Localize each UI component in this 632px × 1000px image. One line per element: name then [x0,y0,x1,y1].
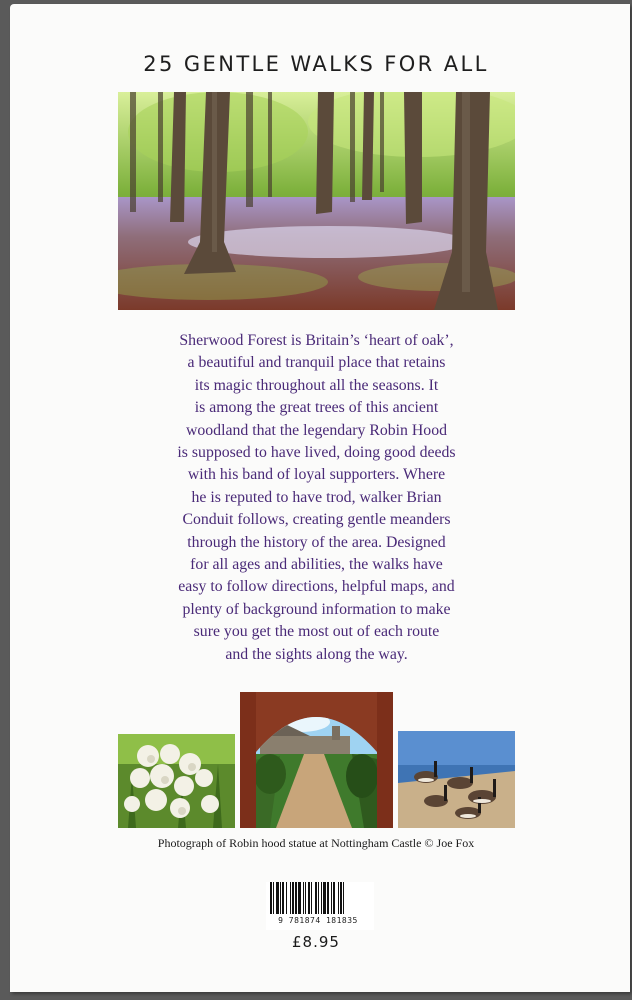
blurb-line: and the sights along the way. [225,645,408,663]
blurb-line: through the history of the area. Designed [187,533,446,551]
garden-archway-photo [240,692,393,828]
blurb-text [118,330,515,666]
flowers-photo [118,734,235,828]
blurb-line: woodland that the legendary Robin Hood [185,421,448,439]
blurb-line: Sherwood Forest is Britain’s ‘heart of oak’, [179,332,454,349]
blurb-line: is among the great trees of this ancient [194,399,439,417]
geese-photo [398,731,515,828]
blurb-line: Conduit follows, creating gentle meanders [182,511,451,529]
isbn-number: 9 781874 181835 [278,916,358,925]
blurb-line: plenty of background information to make [182,600,451,618]
series-title: 25 GENTLE WALKS FOR ALL [143,52,489,76]
price: £8.95 [292,933,340,951]
forest-photo [118,92,515,310]
blurb-line: sure you get the most out of each route [193,623,440,641]
blurb-line: is supposed to have lived, doing good deeds [177,444,456,462]
blurb-line: its magic throughout all the seasons. It [194,376,439,394]
blurb-line: he is reputed to have trod, walker Brian [191,488,442,506]
photo-credit: Photograph of Robin hood statue at Nottingham Castle © Joe Fox [157,836,475,850]
blurb-line: with his band of loyal supporters. Where [187,466,446,484]
blurb-line: a beautiful and tranquil place that retains [187,354,446,372]
blurb-line: easy to follow directions, helpful maps, and [178,578,455,596]
blurb-line: for all ages and abilities, the walks have [190,556,443,574]
